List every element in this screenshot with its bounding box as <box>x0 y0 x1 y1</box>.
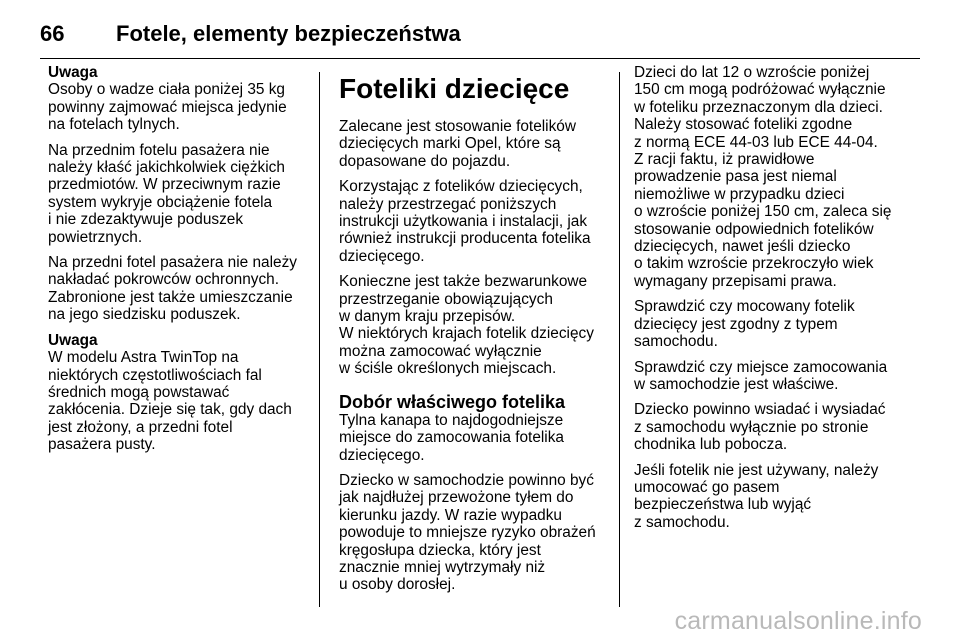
paragraph: Na przedni fotel pasażera nie należy nakładać pokrowców ochronnych. Zabronione jest także umieszczanie na jego siedzisku poduszek. <box>48 254 297 324</box>
paragraph: Zalecane jest stosowanie fotelików dziecięcych marki Opel, które są dopasowane do pojazdu. <box>339 118 576 170</box>
paragraph: Na przednim fotelu pasażera nie należy kłaść jakichkolwiek ciężkich przedmiotów. W przeciwnym razie system wykryje obciążenie fotela i nie zdezaktywuje poduszek powietrznych. <box>48 141 285 246</box>
paragraph: Dzieci do lat 12 o wzroście poniżej 150 cm mogą podróżować wyłącznie w foteliku przeznaczonym dla dzieci. Należy stosować foteliki zgodne z normą ECE 44-03 lub ECE 44-04. Z racji faktu, iż prawidłowe prowadzenie pasa jest niemal niemożliwe w przypadku dzieci o wzroście poniżej 150 cm, zaleca się stosowanie odpowiednich fotelików dziecięcych, nawet jeśli dziecko o takim wzroście przekroczyło wiek wymagany przepisami prawa. <box>634 64 892 290</box>
note-text: Osoby o wadze ciała poniżej 35 kg powinny zajmować miejsca jedynie na fotelach tylnych. <box>48 81 287 134</box>
paragraph: Dziecko w samochodzie powinno być jak najdłużej przewożone tyłem do kierunku jazdy. W razie wypadku powoduje to mniejsze ryzyko obrażeń kręgosłupa dziecka, który jest znacznie mniej wytrzymały niż u osoby dorosłej. <box>339 471 596 594</box>
page-title: Fotele, elementy bezpieczeństwa <box>116 21 461 46</box>
column-divider <box>619 72 620 607</box>
column-divider <box>319 72 320 607</box>
column-1 <box>48 64 316 462</box>
note-label: Uwaga <box>48 331 98 349</box>
paragraph: Jeśli fotelik nie jest używany, należy umocować go pasem bezpieczeństwa lub wyjąć z samochodu. <box>634 461 879 531</box>
section-title: Foteliki dziecięce <box>339 73 570 104</box>
header-rule <box>40 58 920 59</box>
column-2 <box>339 64 607 602</box>
paragraph: Sprawdzić czy miejsce zamocowania w samochodzie jest właściwe. <box>634 358 888 393</box>
page-header <box>40 14 461 54</box>
paragraph: Dziecko powinno wsiadać i wysiadać z samochodu wyłącznie po stronie chodnika lub pobocza. <box>634 401 886 454</box>
paragraph: Tylna kanapa to najdogodniejsze miejsce do zamocowania fotelika dziecięcego. <box>339 411 564 464</box>
page-number: 66 <box>40 21 65 46</box>
note-label: Uwaga <box>48 64 98 81</box>
paragraph: Konieczne jest także bezwarunkowe przestrzeganie obowiązujących w danym kraju przepisów. W niektórych krajach fotelik dziecięcy można zamocować wyłącznie w ściśle określonych miejscach. <box>339 273 594 378</box>
note-text: W modelu Astra TwinTop na niektórych częstotliwościach fal średnich mogą powstawać zakłócenia. Dzieje się tak, gdy dach jest złożony, a przedni fotel pasażera pusty. <box>48 349 292 454</box>
paragraph: Sprawdzić czy mocowany fotelik dziecięcy jest zgodny z typem samochodu. <box>634 298 855 351</box>
subsection-title: Dobór właściwego fotelika <box>339 391 566 412</box>
column-3 <box>634 64 902 539</box>
paragraph: Korzystając z fotelików dziecięcych, należy przestrzegać poniższych instrukcji użytkowania i instalacji, jak również instrukcji producenta fotelika dziecięcego. <box>339 178 591 265</box>
watermark: carmanualsonline.info <box>674 607 922 635</box>
